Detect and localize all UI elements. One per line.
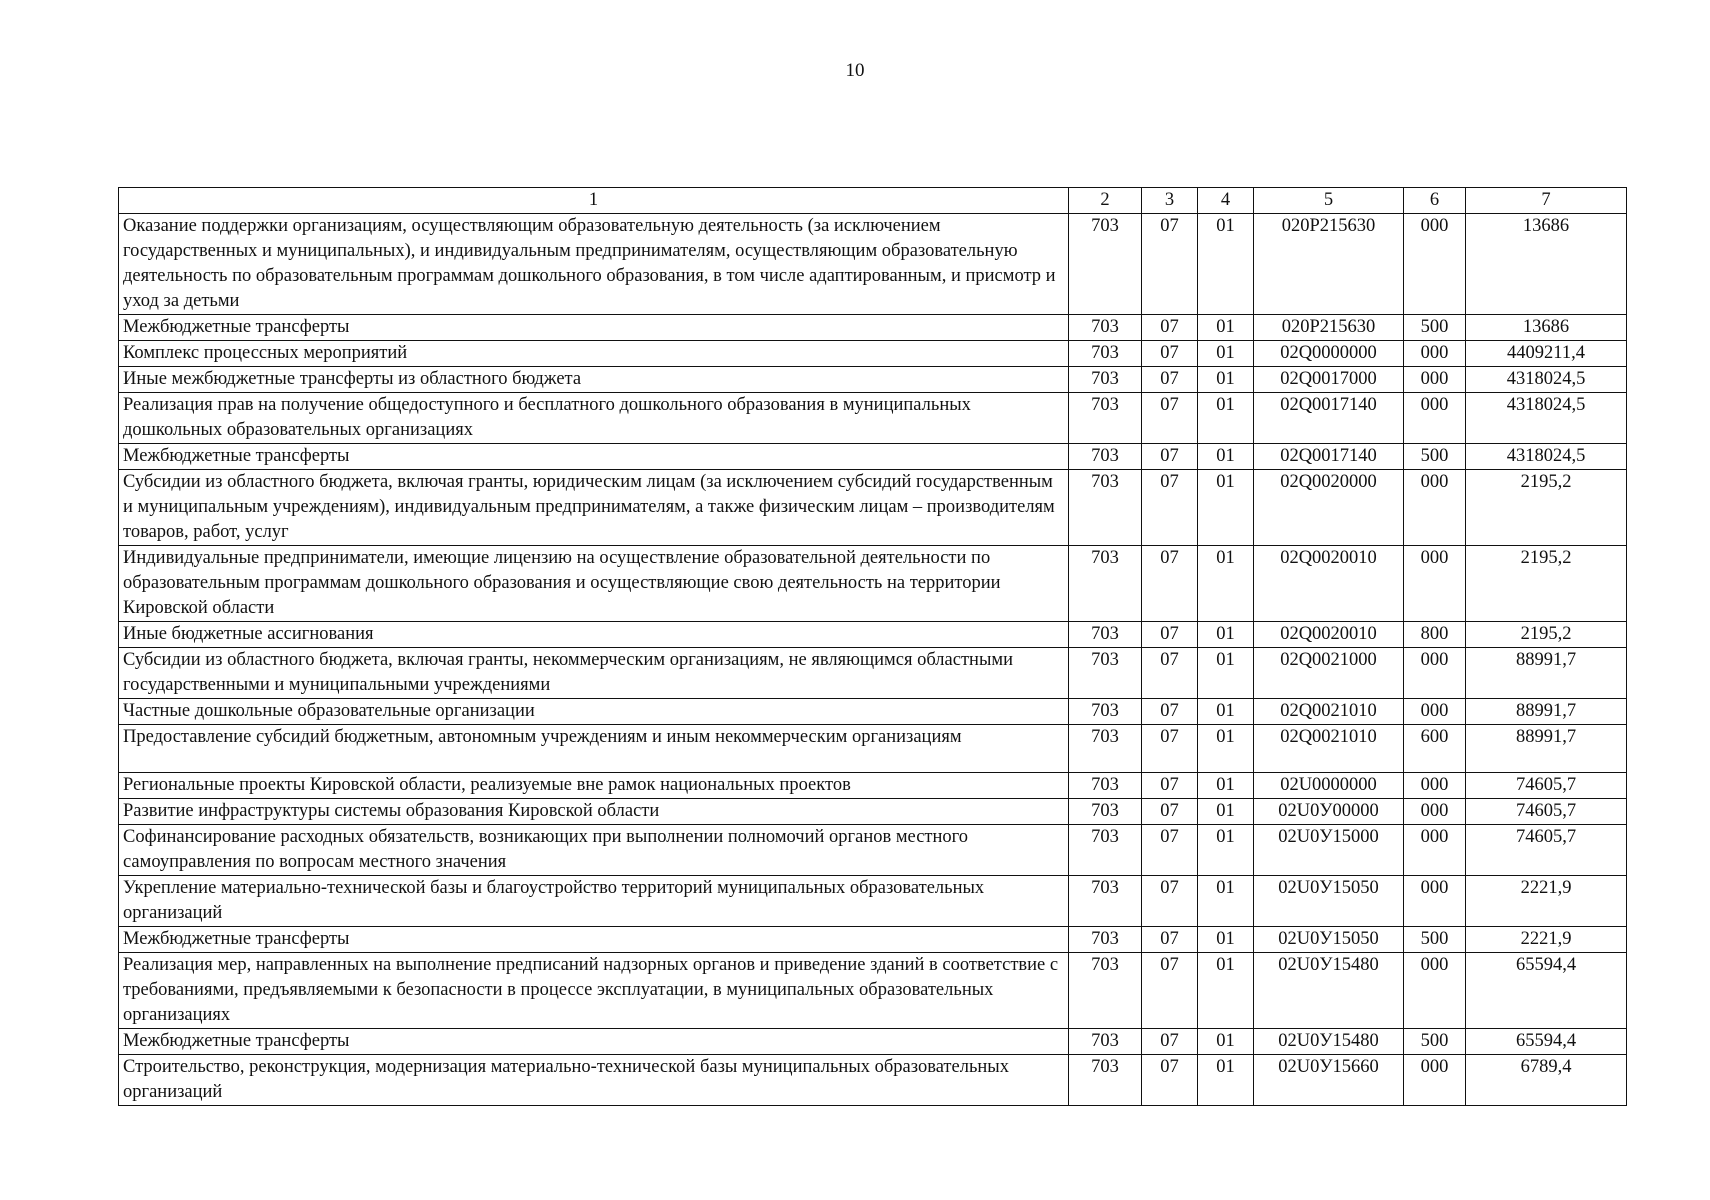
- table-row: [119, 876, 1627, 927]
- row-name: Оказание поддержки организациям, осуществляющим образовательную деятельность (за исключением государственных и муниципальных), и индивидуальным предпринимателям, осуществляющим образовательную деятельность по образовательным программам дошкольного образования, в том числе адаптированным, и присмотр и уход за детьми: [119, 214, 1069, 315]
- row-col-7: 74605,7: [1466, 773, 1627, 799]
- row-col-7: 88991,7: [1466, 725, 1627, 773]
- row-col-7: 88991,7: [1466, 699, 1627, 725]
- row-col-3: 07: [1142, 773, 1198, 799]
- row-col-3: 07: [1142, 953, 1198, 1029]
- header-col-7: 7: [1466, 188, 1627, 214]
- row-col-4: 01: [1198, 699, 1254, 725]
- table-row: [119, 546, 1627, 622]
- row-name: Предоставление субсидий бюджетным, автономным учреждениям и иным некоммерческим организациям: [119, 725, 1069, 773]
- row-col-4: 01: [1198, 773, 1254, 799]
- row-col-2: 703: [1069, 341, 1142, 367]
- row-name: Субсидии из областного бюджета, включая гранты, некоммерческим организациям, не являющимся областными государственными и муниципальными учреждениями: [119, 648, 1069, 699]
- row-col-4: 01: [1198, 799, 1254, 825]
- row-col-6: 000: [1404, 825, 1466, 876]
- row-col-6: 000: [1404, 341, 1466, 367]
- table-row: [119, 214, 1627, 315]
- row-col-5: 02U0У15480: [1254, 1029, 1404, 1055]
- row-col-2: 703: [1069, 953, 1142, 1029]
- row-col-6: 000: [1404, 393, 1466, 444]
- row-col-3: 07: [1142, 799, 1198, 825]
- row-col-5: 02U0У00000: [1254, 799, 1404, 825]
- row-col-7: 2195,2: [1466, 470, 1627, 546]
- row-name: Строительство, реконструкция, модернизация материально-технической базы муниципальных образовательных организаций: [119, 1055, 1069, 1106]
- row-col-5: 02Q0020000: [1254, 470, 1404, 546]
- row-col-7: 2221,9: [1466, 927, 1627, 953]
- row-name: Софинансирование расходных обязательств, возникающих при выполнении полномочий органов местного самоуправления по вопросам местного значения: [119, 825, 1069, 876]
- row-col-2: 703: [1069, 444, 1142, 470]
- row-col-6: 000: [1404, 214, 1466, 315]
- row-name: Межбюджетные трансферты: [119, 315, 1069, 341]
- row-col-7: 74605,7: [1466, 799, 1627, 825]
- row-col-2: 703: [1069, 799, 1142, 825]
- row-col-5: 02U0У15050: [1254, 876, 1404, 927]
- header-col-5: 5: [1254, 188, 1404, 214]
- table-row: [119, 315, 1627, 341]
- row-col-2: 703: [1069, 315, 1142, 341]
- table-row: [119, 648, 1627, 699]
- row-col-4: 01: [1198, 725, 1254, 773]
- table-row: [119, 1029, 1627, 1055]
- row-col-5: 02U0000000: [1254, 773, 1404, 799]
- table-row: [119, 953, 1627, 1029]
- header-col-2: 2: [1069, 188, 1142, 214]
- row-col-7: 65594,4: [1466, 953, 1627, 1029]
- row-col-2: 703: [1069, 393, 1142, 444]
- row-col-5: 02Q0000000: [1254, 341, 1404, 367]
- row-col-6: 500: [1404, 1029, 1466, 1055]
- row-col-6: 500: [1404, 315, 1466, 341]
- row-col-2: 703: [1069, 876, 1142, 927]
- row-name: Иные межбюджетные трансферты из областного бюджета: [119, 367, 1069, 393]
- row-col-4: 01: [1198, 1055, 1254, 1106]
- row-col-5: 02Q0017140: [1254, 444, 1404, 470]
- row-col-4: 01: [1198, 546, 1254, 622]
- row-col-6: 500: [1404, 927, 1466, 953]
- table-row: [119, 1055, 1627, 1106]
- row-col-5: 02U0У15660: [1254, 1055, 1404, 1106]
- table-row: [119, 773, 1627, 799]
- row-col-3: 07: [1142, 622, 1198, 648]
- row-col-6: 600: [1404, 725, 1466, 773]
- row-col-7: 74605,7: [1466, 825, 1627, 876]
- row-col-5: 02U0У15000: [1254, 825, 1404, 876]
- row-col-3: 07: [1142, 1055, 1198, 1106]
- row-col-3: 07: [1142, 470, 1198, 546]
- row-name: Частные дошкольные образовательные организации: [119, 699, 1069, 725]
- row-col-2: 703: [1069, 214, 1142, 315]
- row-col-3: 07: [1142, 341, 1198, 367]
- row-col-7: 4318024,5: [1466, 444, 1627, 470]
- row-col-6: 000: [1404, 953, 1466, 1029]
- row-col-6: 000: [1404, 470, 1466, 546]
- row-col-3: 07: [1142, 725, 1198, 773]
- row-col-5: 02Q0021000: [1254, 648, 1404, 699]
- row-col-4: 01: [1198, 214, 1254, 315]
- row-col-7: 2195,2: [1466, 622, 1627, 648]
- table-row: [119, 699, 1627, 725]
- row-name: Региональные проекты Кировской области, реализуемые вне рамок национальных проектов: [119, 773, 1069, 799]
- row-col-4: 01: [1198, 341, 1254, 367]
- row-col-6: 000: [1404, 876, 1466, 927]
- row-name: Укрепление материально-технической базы и благоустройство территорий муниципальных образовательных организаций: [119, 876, 1069, 927]
- row-col-2: 703: [1069, 927, 1142, 953]
- row-col-7: 88991,7: [1466, 648, 1627, 699]
- header-col-4: 4: [1198, 188, 1254, 214]
- row-col-2: 703: [1069, 825, 1142, 876]
- table-row: [119, 622, 1627, 648]
- page-number: 10: [845, 60, 865, 81]
- row-col-3: 07: [1142, 546, 1198, 622]
- row-name: Индивидуальные предприниматели, имеющие лицензию на осуществление образовательной деятельности по образовательным программам дошкольного образования и осуществляющие свою деятельность на территории Кировской области: [119, 546, 1069, 622]
- row-col-6: 000: [1404, 546, 1466, 622]
- row-name: Межбюджетные трансферты: [119, 927, 1069, 953]
- row-col-2: 703: [1069, 546, 1142, 622]
- table-row: [119, 927, 1627, 953]
- row-col-6: 000: [1404, 699, 1466, 725]
- row-col-2: 703: [1069, 773, 1142, 799]
- row-col-5: 02Q0020010: [1254, 622, 1404, 648]
- row-col-6: 000: [1404, 648, 1466, 699]
- row-col-7: 13686: [1466, 315, 1627, 341]
- row-col-5: 02U0У15480: [1254, 953, 1404, 1029]
- table-row: [119, 367, 1627, 393]
- table-row: [119, 725, 1627, 773]
- table-row: [119, 444, 1627, 470]
- row-name: Реализация прав на получение общедоступного и бесплатного дошкольного образования в муниципальных дошкольных образовательных организациях: [119, 393, 1069, 444]
- row-name: Межбюджетные трансферты: [119, 444, 1069, 470]
- row-col-4: 01: [1198, 1029, 1254, 1055]
- header-row: [119, 188, 1627, 214]
- budget-table: [118, 187, 1627, 1106]
- row-col-4: 01: [1198, 953, 1254, 1029]
- row-col-4: 01: [1198, 315, 1254, 341]
- row-col-3: 07: [1142, 315, 1198, 341]
- row-col-3: 07: [1142, 699, 1198, 725]
- row-name: Субсидии из областного бюджета, включая гранты, юридическим лицам (за исключением субсидий государственным и муниципальным учреждениям), индивидуальным предпринимателям, а также физическим лицам – производителям товаров, работ, услуг: [119, 470, 1069, 546]
- row-col-7: 13686: [1466, 214, 1627, 315]
- row-col-5: 02Q0021010: [1254, 699, 1404, 725]
- row-col-2: 703: [1069, 648, 1142, 699]
- row-col-6: 000: [1404, 799, 1466, 825]
- row-col-2: 703: [1069, 699, 1142, 725]
- row-col-7: 2195,2: [1466, 546, 1627, 622]
- row-col-7: 6789,4: [1466, 1055, 1627, 1106]
- row-col-2: 703: [1069, 622, 1142, 648]
- table-row: [119, 825, 1627, 876]
- row-col-3: 07: [1142, 876, 1198, 927]
- row-col-7: 4318024,5: [1466, 393, 1627, 444]
- row-col-4: 01: [1198, 825, 1254, 876]
- row-col-2: 703: [1069, 367, 1142, 393]
- table-row: [119, 341, 1627, 367]
- row-col-5: 02Q0021010: [1254, 725, 1404, 773]
- row-name: Комплекс процессных мероприятий: [119, 341, 1069, 367]
- row-col-2: 703: [1069, 1055, 1142, 1106]
- row-col-4: 01: [1198, 927, 1254, 953]
- row-col-4: 01: [1198, 444, 1254, 470]
- row-col-7: 2221,9: [1466, 876, 1627, 927]
- row-col-2: 703: [1069, 470, 1142, 546]
- row-name: Развитие инфраструктуры системы образования Кировской области: [119, 799, 1069, 825]
- row-col-3: 07: [1142, 367, 1198, 393]
- row-name: Реализация мер, направленных на выполнение предписаний надзорных органов и приведение зданий в соответствие с требованиями, предъявляемыми к безопасности в процессе эксплуатации, в муниципальных образовательных организациях: [119, 953, 1069, 1029]
- table-row: [119, 393, 1627, 444]
- header-col-3: 3: [1142, 188, 1198, 214]
- row-col-2: 703: [1069, 1029, 1142, 1055]
- row-col-7: 4318024,5: [1466, 367, 1627, 393]
- row-col-4: 01: [1198, 648, 1254, 699]
- row-col-5: 02Q0017140: [1254, 393, 1404, 444]
- row-col-5: 020P215630: [1254, 315, 1404, 341]
- row-col-3: 07: [1142, 444, 1198, 470]
- header-col-1: 1: [119, 188, 1069, 214]
- row-col-3: 07: [1142, 393, 1198, 444]
- row-col-3: 07: [1142, 1029, 1198, 1055]
- row-col-6: 000: [1404, 367, 1466, 393]
- row-col-4: 01: [1198, 622, 1254, 648]
- table-row: [119, 470, 1627, 546]
- row-col-6: 500: [1404, 444, 1466, 470]
- row-col-7: 4409211,4: [1466, 341, 1627, 367]
- row-col-3: 07: [1142, 825, 1198, 876]
- table-row: [119, 799, 1627, 825]
- row-col-4: 01: [1198, 367, 1254, 393]
- row-col-5: 02U0У15050: [1254, 927, 1404, 953]
- row-col-3: 07: [1142, 214, 1198, 315]
- row-col-2: 703: [1069, 725, 1142, 773]
- row-col-4: 01: [1198, 876, 1254, 927]
- header-col-6: 6: [1404, 188, 1466, 214]
- row-col-7: 65594,4: [1466, 1029, 1627, 1055]
- row-name: Межбюджетные трансферты: [119, 1029, 1069, 1055]
- row-col-3: 07: [1142, 927, 1198, 953]
- row-col-3: 07: [1142, 648, 1198, 699]
- row-col-5: 02Q0020010: [1254, 546, 1404, 622]
- row-col-6: 800: [1404, 622, 1466, 648]
- row-col-4: 01: [1198, 470, 1254, 546]
- row-col-5: 02Q0017000: [1254, 367, 1404, 393]
- row-col-5: 020P215630: [1254, 214, 1404, 315]
- row-col-6: 000: [1404, 1055, 1466, 1106]
- row-col-6: 000: [1404, 773, 1466, 799]
- row-col-4: 01: [1198, 393, 1254, 444]
- row-name: Иные бюджетные ассигнования: [119, 622, 1069, 648]
